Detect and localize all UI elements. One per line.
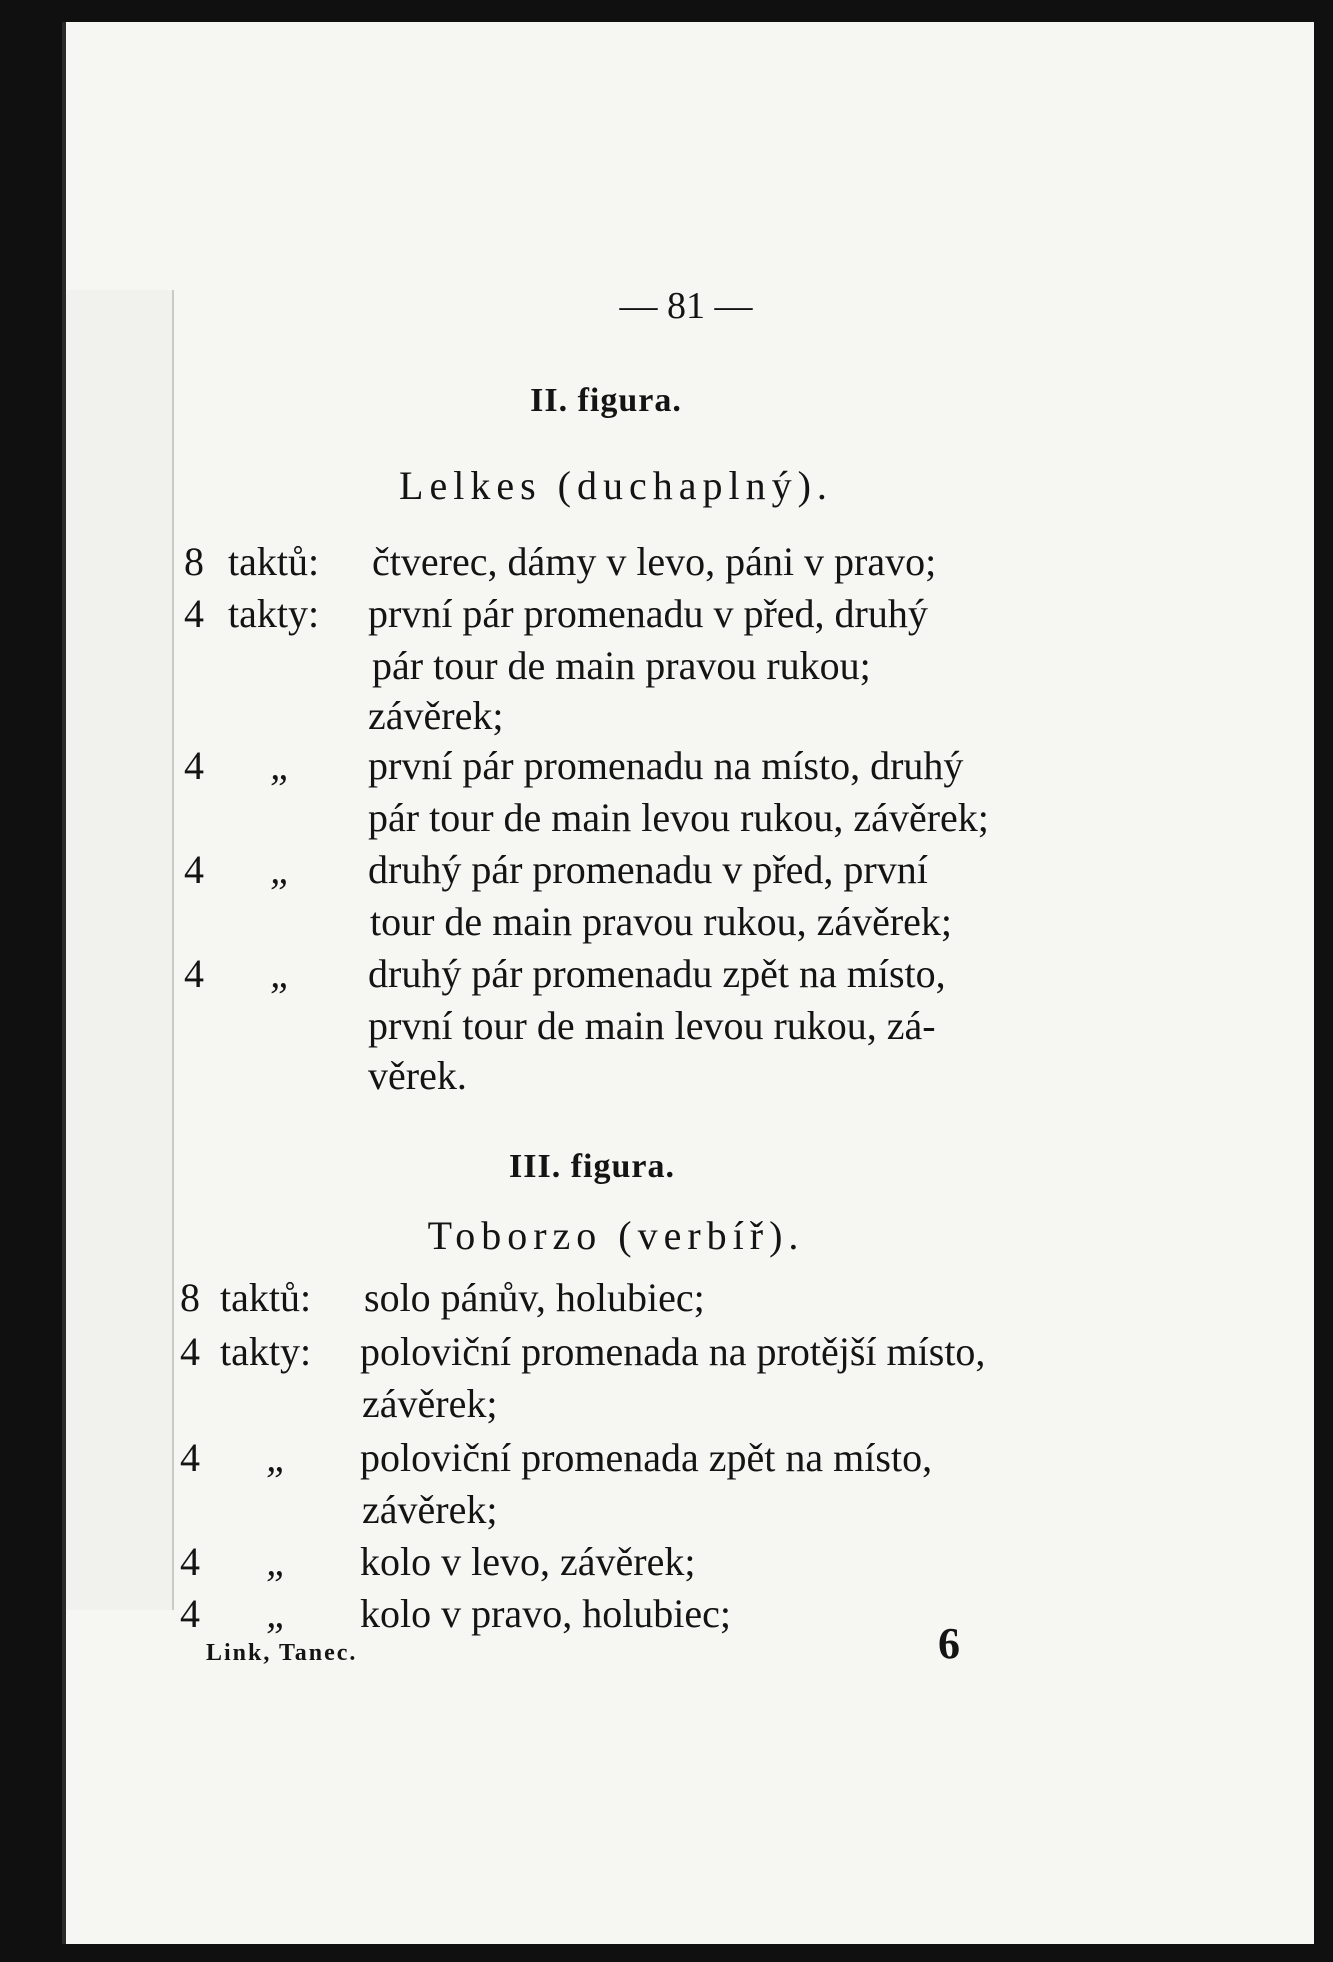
line-count: 4 [180,1539,200,1584]
ditto-mark: „ [266,1539,289,1584]
line-count: 4 [180,1329,200,1374]
ditto-mark: „ [266,1435,289,1480]
binding-strip [66,290,174,1610]
section-heading-2: II. figura. [530,382,682,419]
line-count: 4 [180,1435,200,1480]
line-text: pár tour de main pravou rukou; [372,643,871,688]
line-text: věrek. [368,1053,467,1098]
line-text: závěrek; [362,1487,498,1532]
line-count: 4 [184,847,204,892]
ditto-mark: „ [270,743,293,788]
line-count: 4 [184,951,204,996]
line-text: závěrek; [368,693,504,738]
line-count: 4 [184,591,204,636]
line-text: kolo v pravo, holubiec; [360,1591,732,1636]
line-text: poloviční promenada na protější místo, [360,1329,986,1374]
line-unit: takty: [220,1329,312,1374]
ditto-mark: „ [270,951,293,996]
line-text: druhý pár promenadu v před, první [368,847,928,892]
sheet-number: 6 [938,1619,960,1668]
line-unit: takty: [228,591,320,636]
line-text: čtverec, dámy v levo, páni v pravo; [372,539,937,584]
line-count: 4 [184,743,204,788]
line-count: 8 [184,539,204,584]
line-text: pár tour de main levou rukou, závěrek; [368,795,989,840]
line-text: kolo v levo, závěrek; [360,1539,696,1584]
line-text: závěrek; [362,1381,498,1426]
line-unit: taktů: [220,1275,312,1320]
line-text: první pár promenadu v před, druhý [368,591,928,636]
section-subtitle-3: Toborzo (verbíř). [427,1213,805,1258]
page-number: — 81 — [619,285,753,327]
ditto-mark: „ [266,1591,289,1636]
line-count: 8 [180,1275,200,1320]
section-subtitle-2: Lelkes (duchaplný). [399,463,833,508]
line-count: 4 [180,1591,200,1636]
line-text: poloviční promenada zpět na místo, [360,1435,933,1480]
section-heading-3: III. figura. [509,1148,675,1185]
line-text: tour de main pravou rukou, závěrek; [370,899,953,944]
ditto-mark: „ [270,847,293,892]
signature-mark: Link, Tanec. [206,1640,358,1666]
line-text: první tour de main levou rukou, zá- [368,1003,936,1048]
line-text: solo pánův, holubiec; [364,1275,705,1320]
line-unit: taktů: [228,539,320,584]
line-text: první pár promenadu na místo, druhý [368,743,964,788]
line-text: druhý pár promenadu zpět na místo, [368,951,946,996]
book-page [62,22,1314,1944]
